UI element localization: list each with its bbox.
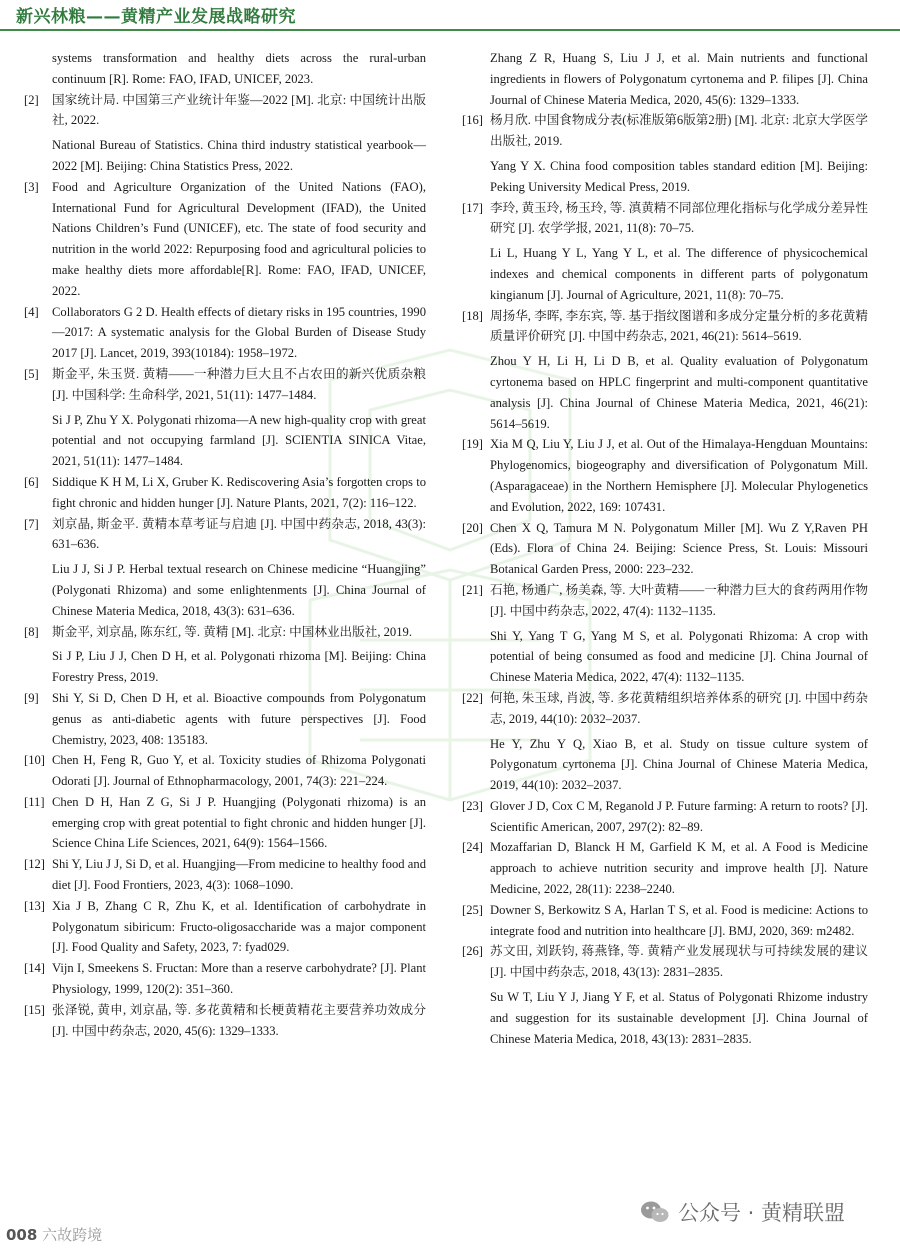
reference-item	[462, 110, 868, 197]
reference-text: 苏文田, 刘跃钧, 蒋燕锋, 等. 黄精产业发展现状与可持续发展的建议 [J]. 中国中药杂志, 2018, 43(13): 2831–2835.	[490, 944, 868, 980]
reference-number: [6]	[24, 474, 39, 489]
reference-number: [4]	[24, 304, 39, 319]
reference-text: 杨月欣. 中国食物成分表(标准版第6版第2册) [M]. 北京: 北京大学医学出版社, 2019.	[490, 113, 868, 149]
reference-number: [8]	[24, 624, 39, 639]
page-number: 008	[6, 1226, 38, 1244]
reference-text: Vijn I, Smeekens S. Fructan: More than a reserve carbohydrate? [J]. Plant Physiology, 1999, 120(2): 351–360.	[52, 961, 426, 997]
reference-text: Xia M Q, Liu Y, Liu J J, et al. Out of the Himalaya-Hengduan Mountains: Phylogenomics, biogeography and diversification of Polygonatum Mill. (Asparagaceae) in the Northern Hemisphere [J]. Molecular Phylogenetics and Evolution, 2022, 169: 107431.	[490, 437, 868, 514]
reference-number: [10]	[24, 753, 45, 768]
reference-item	[462, 796, 868, 838]
reference-text: Downer S, Berkowitz S A, Harlan T S, et al. Food is medicine: Actions to integrate food and nutrition into healthcare [J]. BMJ, 2020, 369: m2482.	[490, 902, 868, 938]
header-rule	[0, 29, 900, 31]
reference-text: 刘京晶, 斯金平. 黄精本草考证与启迪 [J]. 中国中药杂志, 2018, 43(3): 631–636.	[52, 516, 426, 552]
reference-number: [5]	[24, 366, 39, 381]
corner-watermark-text: 六故跨境	[42, 1226, 103, 1244]
reference-number: [16]	[462, 113, 483, 128]
reference-number: [3]	[24, 179, 39, 194]
reference-number: [13]	[24, 898, 45, 913]
reference-text: 石艳, 杨通广, 杨美森, 等. 大叶黄精——一种潜力巨大的食药两用作物 [J]. 中国中药杂志, 2022, 47(4): 1132–1135.	[490, 582, 868, 618]
reference-item	[24, 472, 426, 514]
reference-item	[462, 941, 868, 1049]
reference-number: [11]	[24, 794, 45, 809]
reference-text-translation: Shi Y, Yang T G, Yang M S, et al. Polygonati Rhizoma: A crop with potential of being consumed as food and medicine [J]. China Journal of Chinese Materia Medica, 2022, 47(4): 1132–1135.	[490, 628, 868, 685]
page-header	[0, 0, 900, 30]
reference-item	[462, 48, 868, 110]
reference-item	[24, 177, 426, 302]
reference-number: [15]	[24, 1002, 45, 1017]
page-number-area	[6, 1224, 102, 1245]
reference-number: [20]	[462, 520, 483, 535]
reference-item	[24, 688, 426, 750]
reference-text: Mozaffarian D, Blanck H M, Garfield K M, et al. A Food is Medicine approach to achieve nutrition security and improve health [J]. Nature Medicine, 2022, 28(11): 2238–2240.	[490, 840, 868, 897]
reference-item	[24, 364, 426, 472]
reference-number: [9]	[24, 690, 39, 705]
reference-column-right	[462, 48, 868, 1049]
reference-item	[462, 306, 868, 435]
reference-text: systems transformation and healthy diets across the rural-urban continuum [R]. Rome: FAO, IFAD, UNICEF, 2023.	[52, 51, 426, 86]
reference-number: [12]	[24, 857, 45, 872]
reference-item	[24, 958, 426, 1000]
reference-text-translation: Zhou Y H, Li H, Li D B, et al. Quality evaluation of Polygonatum cyrtonema based on HPLC fingerprint and multi-component quantitative analysis [J]. China Journal of Chinese Materia Medica, 2021, 46(21): 5614–5619.	[490, 354, 868, 431]
reference-number: [24]	[462, 840, 483, 855]
reference-text: Chen H, Feng R, Guo Y, et al. Toxicity studies of Rhizoma Polygonati Odorati [J]. Journal of Ethnopharmacology, 2001, 74(3): 221–224.	[52, 753, 426, 789]
reference-item	[462, 837, 868, 899]
reference-text: 周扬华, 李晖, 李东宾, 等. 基于指纹图谱和多成分定量分析的多花黄精质量评价研究 [J]. 中国中药杂志, 2021, 46(21): 5614–5619.	[490, 308, 868, 344]
reference-item	[462, 434, 868, 517]
reference-text: Shi Y, Si D, Chen D H, et al. Bioactive compounds from Polygonatum genus as anti-diabetic agents with future perspectives [J]. Food Chemistry, 2023, 408: 135183.	[52, 690, 426, 747]
reference-number: [18]	[462, 308, 483, 323]
reference-text: Collaborators G 2 D. Health effects of dietary risks in 195 countries, 1990—2017: A systematic analysis for the Global Burden of Disease Study 2017 [J]. Lancet, 2019, 393(10184): 1958–1972.	[52, 304, 426, 361]
reference-item	[24, 750, 426, 792]
reference-number: [22]	[462, 690, 483, 705]
reference-number: [7]	[24, 516, 39, 531]
reference-text: Food and Agriculture Organization of the United Nations (FAO), International Fund for Agricultural Development (IFAD), the United Nations Children’s Fund (UNICEF), etc. The state of food security and nutrition in the world 2022: Repurposing food and agricultural policies to make healthy diets more affordable[R]. Rome: FAO, IFAD, UNICEF, 2022.	[52, 179, 426, 298]
reference-item	[24, 302, 426, 364]
reference-text-translation: He Y, Zhu Y Q, Xiao B, et al. Study on tissue culture system of Polygonatum cyrtonema [J]. China Journal of Chinese Materia Medica, 2019, 44(10): 2032–2037.	[490, 736, 868, 793]
reference-text: 张泽锐, 黄申, 刘京晶, 等. 多花黄精和长梗黄精花主要营养功效成分 [J]. 中国中药杂志, 2020, 45(6): 1329–1333.	[52, 1002, 426, 1038]
wechat-icon	[640, 1199, 670, 1225]
reference-number: [2]	[24, 92, 39, 107]
reference-item	[24, 90, 426, 177]
reference-item	[462, 688, 868, 796]
reference-number: [25]	[462, 902, 483, 917]
reference-number: [19]	[462, 437, 483, 452]
reference-item	[24, 514, 426, 622]
reference-text-translation: National Bureau of Statistics. China third industry statistical yearbook—2022 [M]. Beijing: China Statistics Press, 2022.	[52, 138, 426, 173]
reference-text-translation: Li L, Huang Y L, Yang Y L, et al. The difference of physicochemical indexes and chemical components in different parts of polygonatum kingianum [J]. Journal of Agriculture, 2021, 11(8): 70–75.	[490, 246, 868, 302]
reference-text: 斯金平, 刘京晶, 陈东红, 等. 黄精 [M]. 北京: 中国林业出版社, 2019.	[52, 624, 412, 639]
reference-text: 斯金平, 朱玉贤. 黄精——一种潜力巨大且不占农田的新兴优质杂粮 [J]. 中国科学: 生命科学, 2021, 51(11): 1477–1484.	[52, 366, 426, 402]
reference-text-translation: Si J P, Liu J J, Chen D H, et al. Polygonati rhizoma [M]. Beijing: China Forestry Press, 2019.	[52, 649, 426, 685]
reference-column-left	[24, 48, 426, 1041]
reference-item	[462, 518, 868, 580]
reference-item	[462, 580, 868, 688]
reference-text: Siddique K H M, Li X, Gruber K. Rediscovering Asia’s forgotten crops to fight chronic and hidden hunger [J]. Nature Plants, 2021, 7(2): 116–122.	[52, 474, 426, 510]
reference-text: Glover J D, Cox C M, Reganold J P. Future farming: A return to roots? [J]. Scientific American, 2007, 297(2): 82–89.	[490, 798, 868, 834]
reference-item	[24, 622, 426, 688]
reference-item	[24, 854, 426, 896]
reference-text: Chen X Q, Tamura M N. Polygonatum Miller [M]. Wu Z Y,Raven PH (Eds). Flora of China 24. Beijing: Science Press, St. Louis: Missouri Botanical Garden Press, 2000: 223–232.	[490, 520, 868, 577]
running-title: 新兴林粮——黄精产业发展战略研究	[16, 7, 296, 27]
reference-text-translation: Si J P, Zhu Y X. Polygonati rhizoma—A new high-quality crop with great potential and not occupying farmland [J]. SCIENTIA SINICA Vitae, 2021, 51(11): 1477–1484.	[52, 412, 426, 469]
reference-item	[24, 896, 426, 958]
footer-brand-text: 公众号 · 黄精联盟	[678, 1201, 846, 1225]
reference-item	[24, 792, 426, 854]
reference-text: Shi Y, Liu J J, Si D, et al. Huangjing—From medicine to healthy food and diet [J]. Food Frontiers, 2023, 4(3): 1068–1090.	[52, 857, 426, 893]
reference-text: 李玲, 黄玉玲, 杨玉玲, 等. 滇黄精不同部位理化指标与化学成分差异性研究 [J]. 农学学报, 2021, 11(8): 70–75.	[490, 200, 868, 236]
reference-text: 何艳, 朱玉球, 肖波, 等. 多花黄精组织培养体系的研究 [J]. 中国中药杂志, 2019, 44(10): 2032–2037.	[490, 690, 868, 726]
reference-text: Zhang Z R, Huang S, Liu J J, et al. Main nutrients and functional ingredients in flowers of Polygonatum cyrtonema and P. filipes [J]. China Journal of Chinese Materia Medica, 2020, 45(6): 1329–1333.	[490, 51, 868, 107]
reference-item	[462, 198, 868, 306]
reference-text-translation: Liu J J, Si J P. Herbal textual research on Chinese medicine “Huangjing” (Polygonati Rhizoma) and some enlightenments [J]. China Journal of Chinese Materia Medica, 2018, 43(3): 631–636.	[52, 562, 426, 618]
reference-item	[24, 1000, 426, 1042]
reference-number: [14]	[24, 961, 45, 976]
reference-text: 国家统计局. 中国第三产业统计年鉴—2022 [M]. 北京: 中国统计出版社, 2022.	[52, 92, 426, 128]
reference-item	[24, 48, 426, 90]
reference-item	[462, 900, 868, 942]
reference-number: [23]	[462, 798, 483, 813]
reference-text-translation: Yang Y X. China food composition tables standard edition [M]. Beijing: Peking University Medical Press, 2019.	[490, 158, 868, 194]
reference-text: Xia J B, Zhang C R, Zhu K, et al. Identification of carbohydrate in Polygonatum sibiricum: Fructo-oligosaccharide was a major component [J]. Food Quality and Safety, 2023, 7: fyad029.	[52, 898, 426, 955]
footer-brand	[640, 1194, 845, 1230]
reference-number: [21]	[462, 582, 483, 597]
reference-text: Chen D H, Han Z G, Si J P. Huangjing (Polygonati rhizoma) is an emerging crop with great potential to fight chronic and hidden hunger [J]. Science China Life Sciences, 2021, 64(9): 1564–1566.	[52, 794, 426, 851]
reference-number: [17]	[462, 200, 483, 215]
reference-number: [26]	[462, 944, 483, 959]
reference-text-translation: Su W T, Liu Y J, Jiang Y F, et al. Status of Polygonati Rhizome industry and suggestion for its sustainable development [J]. China Journal of Chinese Materia Medica, 2018, 43(13): 2831–2835.	[490, 990, 868, 1046]
